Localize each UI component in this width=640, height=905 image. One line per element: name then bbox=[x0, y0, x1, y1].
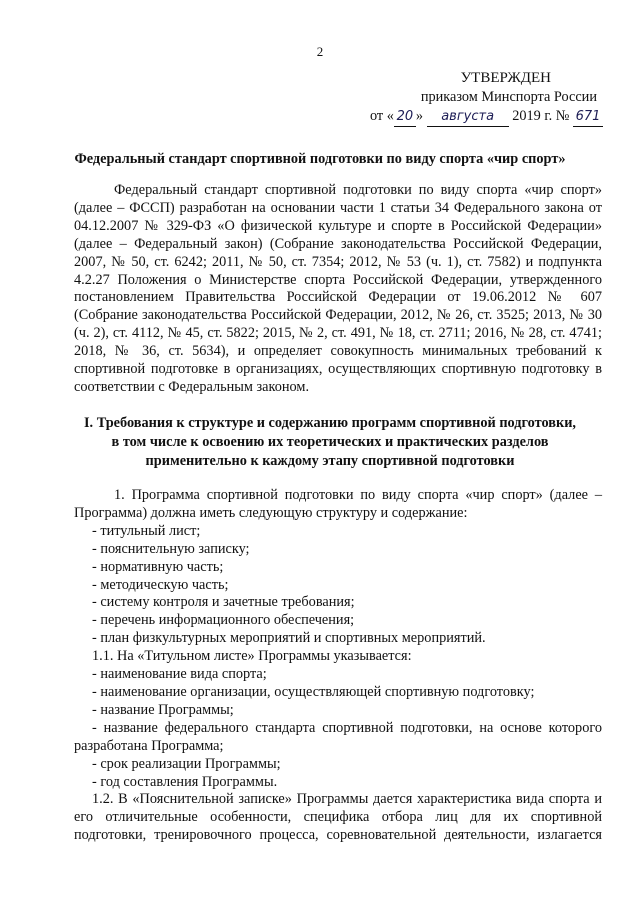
structure-item: - титульный лист; bbox=[92, 522, 201, 539]
paragraph-1: 1. Программа спортивной подготовки по виду спорта «чир спорт» (далее – Программа) должна иметь следующую структуру и содержание: bbox=[74, 487, 602, 521]
title-item: - наименование организации, осуществляющей спортивную подготовку; bbox=[92, 683, 535, 700]
handwritten-day: 20 bbox=[394, 107, 416, 127]
structure-item: - план физкультурных мероприятий и спортивных мероприятий. bbox=[92, 630, 486, 647]
title-item: - наименование вида спорта; bbox=[92, 666, 267, 683]
standard-title: Федеральный стандарт спортивной подготовки по виду спорта «чир спорт» bbox=[74, 151, 566, 167]
intro-section bbox=[74, 182, 602, 397]
section-heading-line-3: применительно к каждому этапу спортивной подготовки bbox=[145, 453, 515, 469]
section-body bbox=[74, 487, 602, 845]
approval-date-line bbox=[370, 107, 603, 127]
page-number: 2 bbox=[316, 44, 324, 59]
section-heading-line-1: I. Требования к структуре и содержанию программ спортивной подготовки, bbox=[83, 415, 577, 431]
structure-item: - методическую часть; bbox=[92, 576, 229, 593]
paragraph-1-1: 1.1. На «Титульном листе» Программы указывается: bbox=[92, 648, 412, 665]
structure-item: - систему контроля и зачетные требования; bbox=[92, 594, 355, 611]
approval-order-line: приказом Минспорта России bbox=[420, 89, 597, 105]
section-heading bbox=[60, 414, 600, 471]
structure-item: - перечень информационного обеспечения; bbox=[92, 612, 355, 629]
structure-item: - нормативную часть; bbox=[92, 558, 224, 575]
title-item-long: - название федерального стандарта спортивной подготовки, на основе которого разработана Программа; bbox=[74, 719, 602, 754]
approval-title: УТВЕРЖДЕН bbox=[460, 70, 551, 86]
paragraph-1-2: 1.2. В «Пояснительной записке» Программы дается характеристика вида спорта и его отличительные особенности, специфика отбора лиц для их спортивной подготовки, тренировочного процесса, соревновательной деятельности, излагается bbox=[74, 791, 602, 844]
title-item: - название Программы; bbox=[92, 701, 234, 718]
section-heading-line-2: в том числе к освоению их теоретических и практических разделов bbox=[111, 434, 549, 450]
date-year: 2019 г. № bbox=[512, 108, 570, 124]
title-item: - срок реализации Программы; bbox=[92, 755, 281, 772]
title-item: - год составления Программы. bbox=[92, 773, 278, 790]
handwritten-month: августа bbox=[427, 107, 509, 127]
date-mid: » bbox=[415, 108, 424, 124]
structure-item: - пояснительную записку; bbox=[92, 540, 250, 557]
intro-paragraph: Федеральный стандарт спортивной подготовки по виду спорта «чир спорт» (далее – ФССП) разработан на основании части 1 статьи 34 Федерального закона от 04.12.2007 № 329-ФЗ «О физической культуре и спорте в Российской Федерации» (далее – Федеральный закон) (Собрание законодательства Российской Федерации, 2007, № 50, ст. 6242; 2011, № 50, ст. 7354; 2012, № 53 (ч. 1), ст. 7582) и подпункта 4.2.27 Положения о Министерстве спорта Российской Федерации, утвержденного постановлением Правительства Российской Федерации от 19.06.2012 № 607 (Собрание законодательства Российской Федерации, 2012, № 26, ст. 3525; 2013, № 30 (ч. 2), ст. 4112, № 45, ст. 5822; 2015, № 2, ст. 491, № 18, ст. 2711; 2016, № 28, ст. 4741; 2018, № 36, ст. 5634), и определяет совокупность минимальных требований к спортивной подготовке в организациях, осуществляющих спортивную подготовку в соответствии с Федеральным законом. bbox=[74, 182, 602, 395]
approval-block bbox=[370, 69, 603, 127]
date-prefix: от « bbox=[369, 108, 394, 124]
handwritten-number: 671 bbox=[573, 107, 603, 127]
